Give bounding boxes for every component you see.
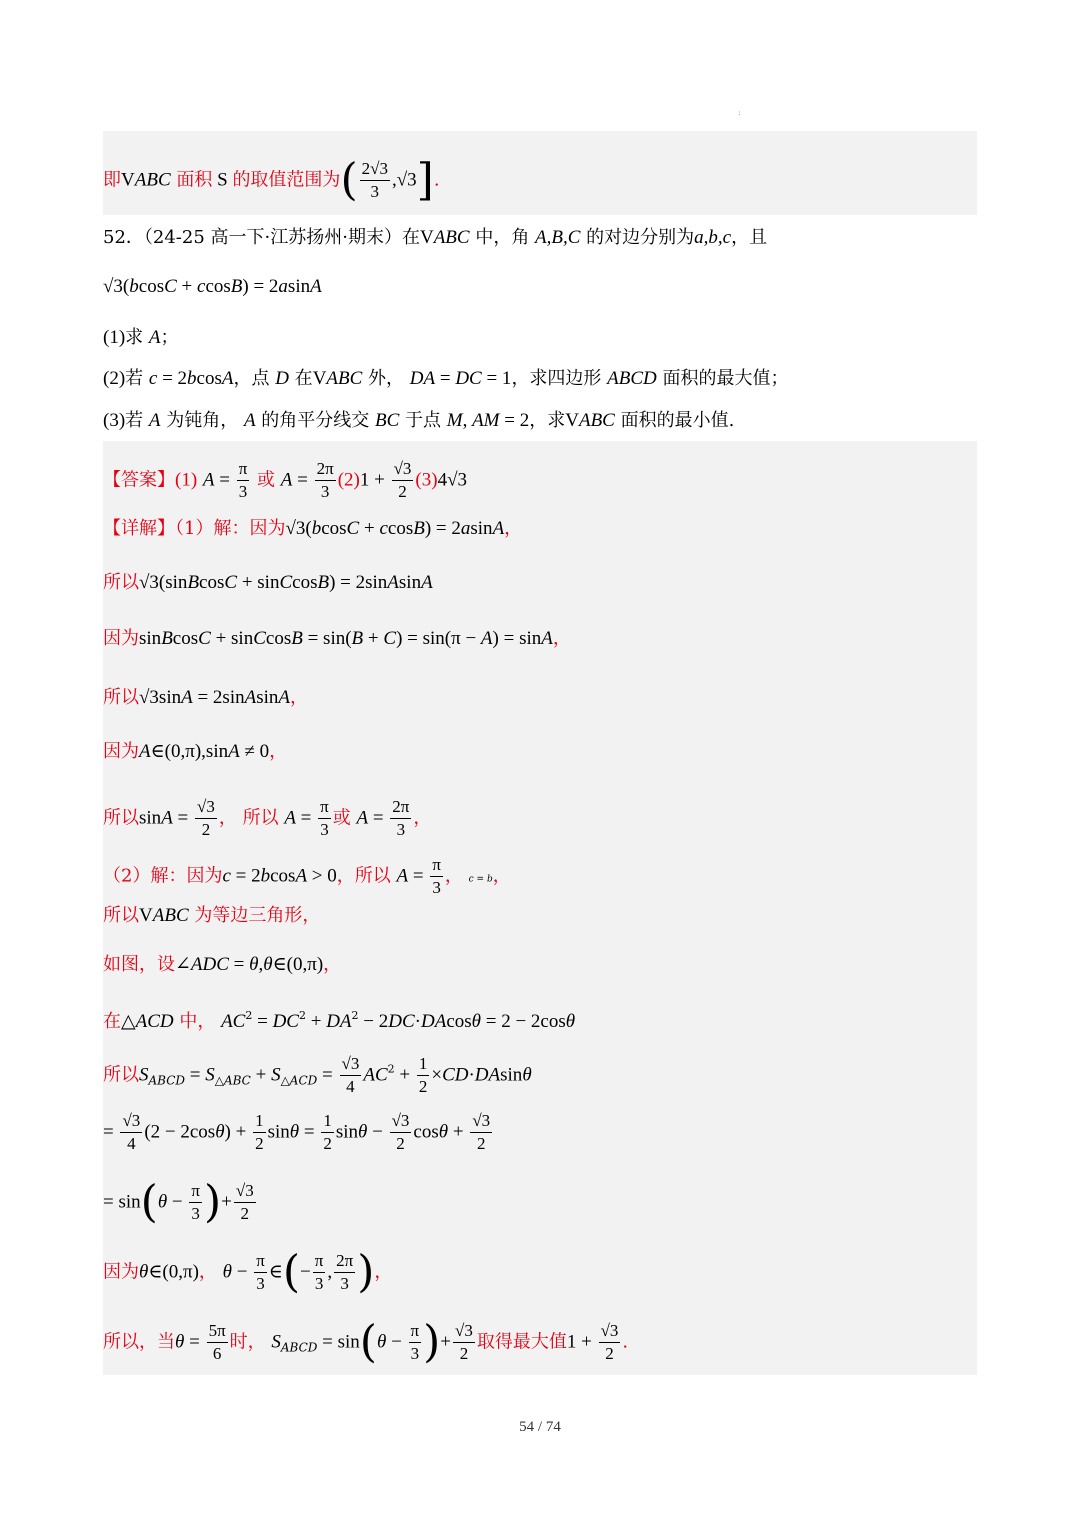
- problem-number: 52．: [103, 227, 144, 248]
- solution-line-14: 因为θ∈(0,π)， θ − $\frac{\pi}{3}$ ∈(− $\frac{\pi}{3}$ , $\frac{2\pi}{3}$ )，: [103, 1246, 393, 1298]
- solution-line-5: 因为A∈(0,π),sinA ≠ 0，: [103, 741, 288, 762]
- solution-line-8: 所以VABC 为等边三角形，: [103, 905, 321, 926]
- prev-conclusion-line: 即VABC 面积 S 的取值范围为( $\frac{2√3}{3}$ ,√3].: [103, 154, 440, 206]
- solution-line-4: 所以√3sinA = 2sinAsinA，: [103, 687, 309, 708]
- answer-line: 【答案】(1) A = $\frac{\pi}{3}$ 或 A = $\frac{2\pi}{3}$ (2)1 + $\frac{√3}{2}$ (3)4√3: [103, 459, 467, 501]
- problem-equation: √3(bcosC + ccosB) = 2asinA: [103, 276, 322, 297]
- solution-line-3: 因为sinBcosC + sinCcosB = sin(B + C) = sin(π − A) = sinA，: [103, 628, 571, 649]
- solution-line-10: 在△ACD 中， $AC^2 = DC^2 + DA^2 - 2DC\cdot DAcos\theta = 2 - 2\cos\theta$: [103, 1009, 576, 1032]
- solution-line-2: 所以√3(sinBcosC + sinCcosB) = 2sinAsinA: [103, 572, 433, 593]
- solution-line-11: 所以$S_{ABCD} = S_{\triangle ABC} + S_{\triangle ACD}$ = $\frac{√3}{4}$ $AC^2$ + $\frac{1}{2}$ ×CD·DAsinθ: [103, 1054, 532, 1096]
- question-1: (1)求 A；: [103, 327, 179, 348]
- answer-tag: 【答案】: [103, 469, 175, 491]
- solution-line-9: 如图，设∠ADC = θ,θ∈(0,π)，: [103, 954, 342, 975]
- solution-line-15: 所以，当θ = $\frac{5\pi}{6}$ 时， $S_{ABCD} = \sin(\theta$ − $\frac{\pi}{3}$ )+ $\frac{√3}{2}$ 取得最大值1 + $\frac{√3}{2}$ .: [103, 1316, 629, 1368]
- solution-line-6: 所以sinA = $\frac{√3}{2}$ ， 所以 A = $\frac{\pi}{3}$ 或 A = $\frac{2\pi}{3}$ ，: [103, 797, 432, 839]
- page-number: 54 / 74: [519, 1419, 561, 1435]
- solution-line-1: 【详解】（1）解：因为√3(bcosC + ccosB) = 2asinA，: [103, 518, 523, 539]
- header-mark: :: [738, 108, 741, 117]
- question-3: (3)若 A 为钝角， A 的角平分线交 BC 于点 M, AM = 2，求VABC 面积的最小值.: [103, 410, 735, 431]
- problem-stem: 52．（24-25 高一下·江苏扬州·期末）在VABC 中，角 A,B,C 的对边分别为a,b,c，且: [103, 227, 768, 248]
- solution-line-12: = $\frac{√3}{4}$ (2 − 2cosθ) + $\frac{1}{2}$ sinθ = $\frac{1}{2}$ sinθ − $\frac{√3}{2}$ cosθ + $\frac{√3}{2}$: [103, 1111, 491, 1153]
- solution-line-13: = sin(θ − $\frac{\pi}{3}$ )+ $\frac{√3}{2}$: [103, 1176, 254, 1228]
- solution-tag: 【详解】: [103, 518, 175, 539]
- problem-source: （24-25 高一下·江苏扬州·期末）: [143, 227, 402, 248]
- question-2: (2)若 c = 2bcosA，点 D 在VABC 外， DA = DC = 1，求四边形 ABCD 面积的最大值；: [103, 368, 789, 389]
- solution-line-7: （2）解：因为c = 2bcosA > 0，所以 A = $\frac{\pi}{3}$ ， c = b，: [103, 855, 511, 897]
